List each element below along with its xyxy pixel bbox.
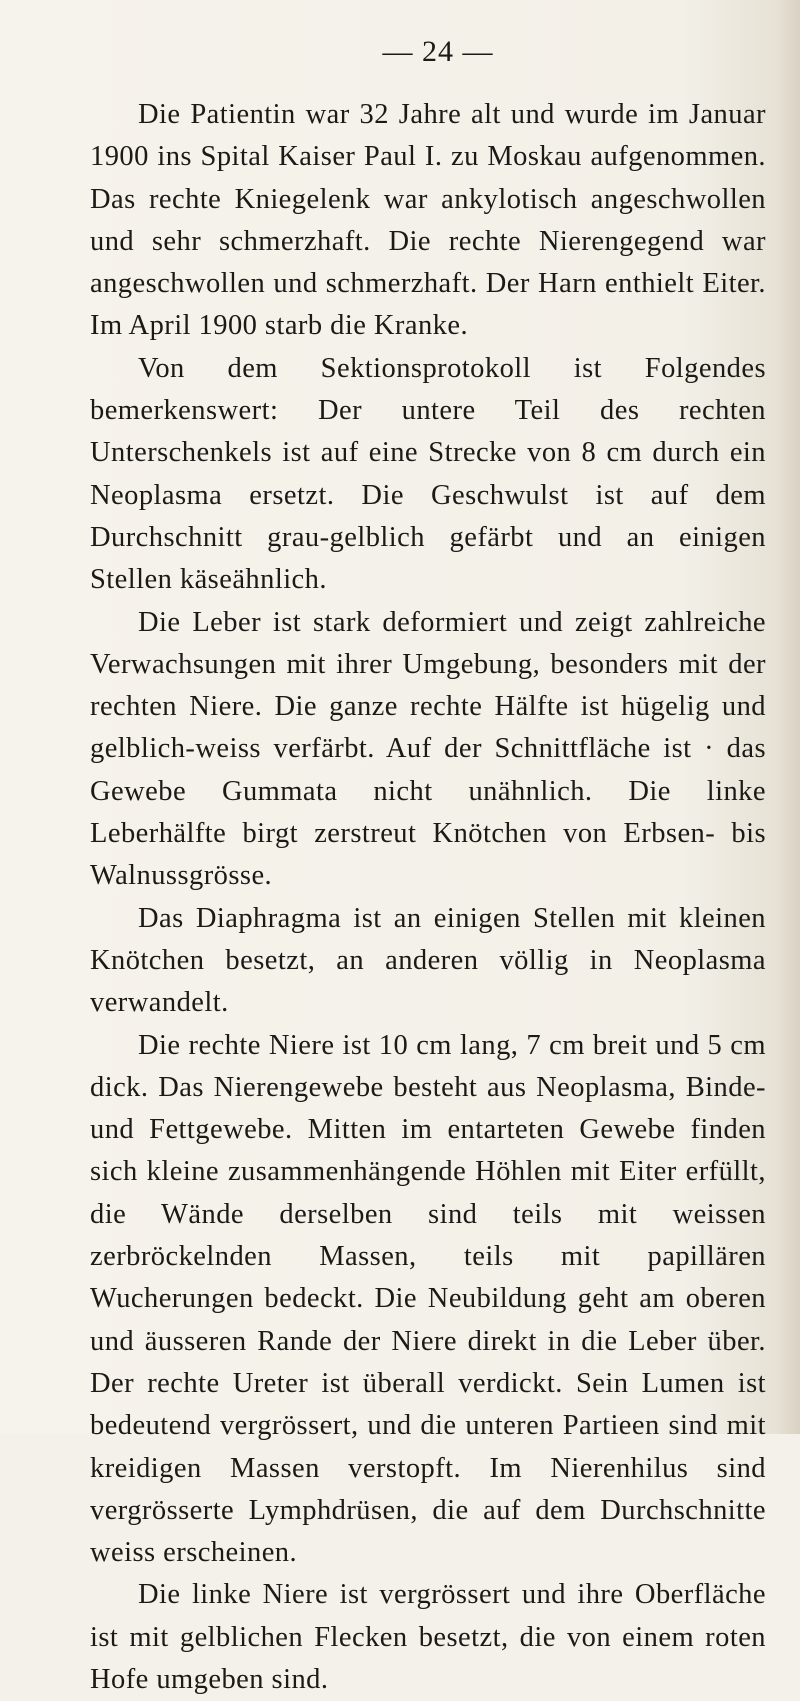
paragraph-patient-history: Die Patientin war 32 Jahre alt und wurde im Januar 1900 ins Spital Kaiser Paul I. zu Moskau aufgenommen. Das rechte Kniegelenk war ankylotisch angeschwollen und sehr schmerzhaft. Die rechte Nierengegend war angeschwollen und schmerzhaft. Der Harn enthielt Eiter. Im April 1900 starb die Kranke. xyxy=(90,99,766,342)
page-number: — 24 — xyxy=(382,35,494,68)
paragraph-left-kidney: Die linke Niere ist vergrössert und ihre Oberfläche ist mit gelblichen Flecken besetzt, die von einem roten Hofe umgeben sind. xyxy=(90,1579,766,1695)
paragraph-autopsy-leg: Von dem Sektionsprotokoll ist Folgendes bemerkenswert: Der untere Teil des rechten Unterschenkels ist auf eine Strecke von 8 cm durch ein Neoplasma ersetzt. Die Geschwulst ist auf dem Durchschnitt grau-gelblich gefärbt und an einigen Stellen käseähnlich. xyxy=(90,352,766,596)
body-text xyxy=(90,94,766,1701)
paragraph-diaphragm: Das Diaphragma ist an einigen Stellen mit kleinen Knötchen besetzt, an anderen völlig in Neoplasma verwandelt. xyxy=(90,902,766,1019)
paragraph-right-kidney: Die rechte Niere ist 10 cm lang, 7 cm breit und 5 cm dick. Das Nierengewebe besteht aus Neoplasma, Binde- und Fettgewebe. Mitten im entarteten Gewebe finden sich kleine zusammenhängende Höhlen mit Eiter erfüllt, die Wände derselben sind teils mit weissen zerbröckelnden Massen, teils mit papillären Wucherungen bedeckt. Die Neubildung geht am oberen und äusseren Rande der Niere direkt in die Leber über. Der rechte Ureter ist überall verdickt. Sein Lumen ist bedeutend vergrössert, und die unteren Partieen sind mit kreidigen Massen verstopft. Im Nierenhilus sind vergrösserte Lymphdrüsen, die auf dem Durchschnitte weiss erscheinen. xyxy=(90,1029,766,1569)
paragraph-liver: Die Leber ist stark deformiert und zeigt zahlreiche Verwachsungen mit ihrer Umgebung, besonders mit der rechten Niere. Die ganze rechte Hälfte ist hügelig und gelblich-weiss verfärbt. Auf der Schnittfläche ist · das Gewebe Gummata nicht unähnlich. Die linke Leberhälfte birgt zerstreut Knötchen von Erbsen- bis Walnussgrösse. xyxy=(90,606,766,892)
